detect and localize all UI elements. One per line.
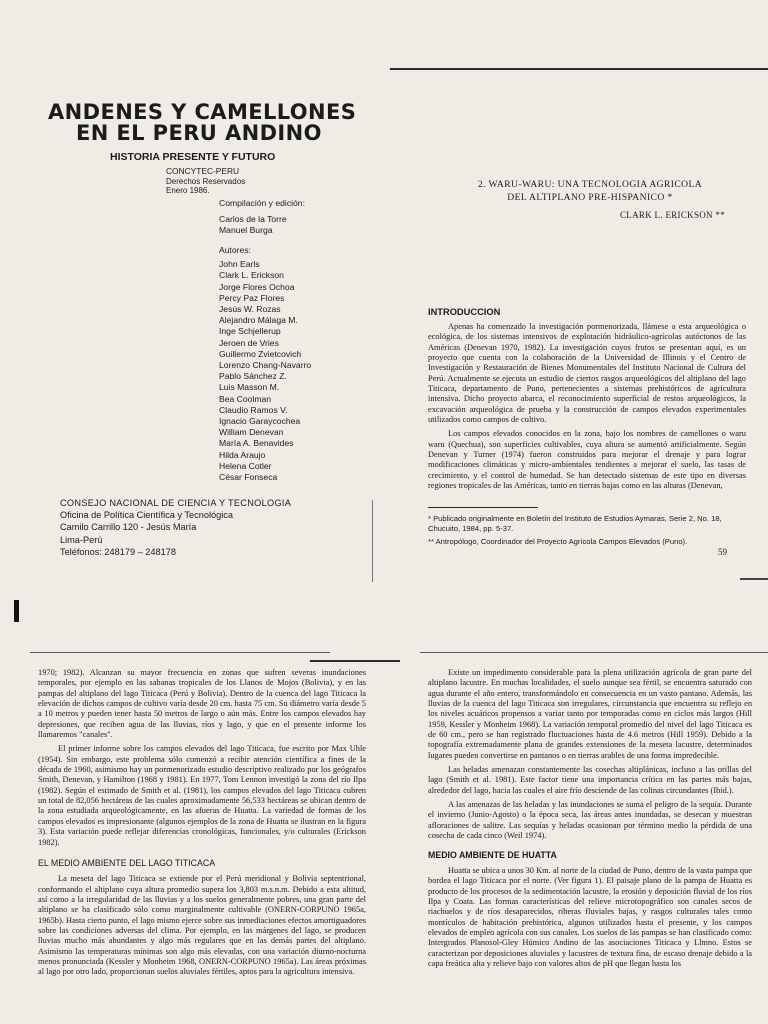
book-title-line1: ANDENES Y CAMELLONES: [48, 100, 357, 124]
paragraph: 1970; 1982). Alcanzan su mayor frecuencia en zonas que sufren severas inundaciones temporales, por ejemplo en las sabanas tropicales de los Llanos de Mojos (Bolivia), y en las pampas del altiplano del lago Titicaca (Perú y Bolivia). Dentro de la cuenca del lago Titicaca la elevación de dichos campos de cultivo varía desde 20 cm. hasta 75 cm. Su diámetro varía desde 5 a 10 metros y pueden tener hasta 50 metros de largo o aún más. Entre los campos elevados hay depresiones, que reciben agua de las lluvias, ríos y lago, y que en el presente informe los llamaremos "canales".: [38, 668, 366, 740]
editor-name: Manuel Burga: [219, 225, 273, 236]
section-heading: MEDIO AMBIENTE DE HUATTA: [428, 849, 557, 860]
book-title-line2: EN EL PERU ANDINO: [76, 121, 322, 145]
bottom-right-text: [428, 668, 752, 973]
intro-heading: INTRODUCCION: [428, 307, 501, 317]
org-city: Lima-Perú: [60, 534, 103, 545]
paragraph: Los campos elevados conocidos en la zona, bajo los nombres de camellones o waru waru (Quechua), son superficies cultivables, cuya altura se aumentó artificialmente. Según Denevan y Turner (1974) fueron construidos para mejorar el drenaje y para lograr modificaciones climáticas y micro-ambientales tendientes a mejorar el suelo, las tasas de crecimiento, y el control de humedad. Se han detectado sistemas de este tipo en diversas regiones tropicales de las Américas, tanto en tierras bajas como en las alturas (Denevan,: [428, 429, 746, 491]
editor-name: Carlos de la Torre: [219, 214, 287, 225]
author-name: Jeroen de Vries: [219, 337, 279, 348]
author-name: Inge Schjellerup: [219, 326, 281, 337]
scan-mark-right: [740, 578, 768, 580]
section-heading: EL MEDIO AMBIENTE DEL LAGO TITICACA: [38, 857, 216, 868]
bottom-left-text: [38, 668, 366, 982]
author-name: Helena Cotler: [219, 460, 272, 471]
paragraph: El primer informe sobre los campos elevados del lago Titicaca, fue escrito por Max Uhle (1954). Sin embargo, este problema sólo comenzó a recibir atención científica a fines de la década de 1960, asimismo hay un pormenorizado estudio descriptivo realizado por los geógrafos Smith, Denevan, y Hamilton (1968 y 1981). En 1977, Tom Lennon investigó la zona del río Ilpa (1982). Según el estimado de Smith et al. (1981), los campos elevados del lago Titicaca cubren un total de 82,056 hectáreas de las cuales aproximadamente 56,533 hectáreas se ubican dentro de la zona estudiada arqueológicamente, en las afueras de Huatta. La variedad de formas de los campos elevados es impresionante (algunos ejemplos de la zona de Huatta se ilustran en la figura 3). Esta variación puede reflejar diferencias cronológicas, funcionales, y/o culturales (Erickson 1982).: [38, 744, 366, 847]
author-name: Alejandro Málaga M.: [219, 315, 298, 326]
author-name: Jorge Flores Ochoa: [219, 281, 295, 292]
footnote-rule: [428, 507, 538, 508]
book-subtitle: HISTORIA PRESENTE Y FUTURO: [110, 151, 276, 163]
author-name: Hilda Araujo: [219, 449, 266, 460]
author-name: Bea Coolman: [219, 393, 272, 404]
publisher-org-block: [60, 497, 291, 558]
author-name: Pablo Sánchez Z.: [219, 371, 287, 382]
author-name: César Fonseca: [219, 472, 278, 483]
compilation-label: Compilación y edición:: [219, 198, 305, 208]
scan-rule-top-right: [390, 68, 768, 70]
paragraph: La meseta del lago Titicaca se extiende por el Perú meridional y Bolivia septentrional, conformando el altiplano cuya altura promedio supera los 3,803 m.s.n.m. Debido a esta altitud, así como a la irregularidad de las lluvias y a los suelos generalmente pobres, una gran parte del altiplano se ha clasificado sólo como marginalmente cultivable (ONERN-CORPUNO 1965a, 1965b). Hasta cierto punto, el lago mismo ejerce sobre sus inmediaciones efectos amortiguadores sobre las condiciones adversas del clima. Por ejemplo, en las márgenes del lago, se producen lluvias mucho más abundantes y algo más regulares que en las demás partes del altiplano. Asimismo las temperaturas mínimas son algo más elevadas, con una variación diurno-nocturna menos pronunciada (Kessler y Monheim 1968, ONERN-CORPUNO 1965a). Las áreas próximas al lago por otro lado, proporcionan suelos aluviales fértiles, aptos para la agricultura intensiva.: [38, 874, 366, 977]
scan-mark-left: [14, 600, 19, 622]
publication-date: Enero 1986.: [166, 186, 210, 195]
author-name: Claudio Ramos V.: [219, 404, 288, 415]
publisher: CONCYTEC-PERU: [166, 166, 240, 176]
paragraph: Huatta se ubica a unos 30 Km. al norte de la ciudad de Puno, dentro de la vasta pampa que bordea el lago Titicaca por el norte. (Ver figura 1). El paisaje plano de la pampa de Huatta es producto de los procesos de la sedimentación lacustre, la erosión y deposición fluvial de los ríos Ilpa y Coata. Las formas características del relieve microtopográfico son canales secos de riachuelos y de ríos desaparecidos, riberas fluviales bajas, y rasgos culturales tales como montículos de habitación prehistórica, algunos utilizados hasta el presente, y los campos elevados de empleo agrícola con sus canales. Los suelos de las pampas se han clasificado como: Intergrados Planosol-Gley Húmico Andino de las asociaciones Titicaca y Llmno. Estos se caracterizan por deposiciones aluviales y lacustres de textura fina, de escaso drenaje debido a la capa freática alta y relieve bajo con valores altos de pH que llegan hasta los: [428, 865, 752, 968]
author-name: Luis Masson M.: [219, 382, 280, 393]
scan-rule-bottom-right: [420, 652, 768, 653]
scan-center-rule: [310, 660, 400, 662]
paragraph: A las amenazas de las heladas y las inundaciones se suma el peligro de la sequía. Durante el invierno (Junio-Agosto) o la época seca, las áreas antes inundadas, se desecan y muestran afloraciones de salitre. Las sequías y heladas ocasionan por término medio la pérdida de una cosecha de cada cinco (Weil 1974).: [428, 800, 752, 841]
org-address: Camilo Carrillo 120 - Jesús María: [60, 522, 197, 533]
footnote: ** Antropólogo, Coordinador del Proyecto Agrícola Campos Elevados (Puno).: [428, 537, 688, 546]
chapter-title: [440, 178, 740, 204]
chapter-title-line2: DEL ALTIPLANO PRE-HISPANICO *: [507, 192, 673, 203]
author-name: William Denevan: [219, 427, 284, 438]
footnote: * Publicado originalmente en Boletín del Instituto de Estudios Aymaras, Serie 2, No. 18, Chucuito, 1984, pp. 5-37.: [428, 514, 722, 533]
paragraph: Las heladas amenazan constantemente las cosechas altiplánicas, incluso a las orillas del lago (Smith et al. 1981). Este factor tiene una importancia crítica en las partes más bajas, alrededor del lago, hacia las cuales el aire frío desciende de las colinas circundantes (Ibid.).: [428, 765, 752, 795]
authors-label: Autores:: [219, 245, 252, 255]
author-name: Ignacio Garaycochea: [219, 416, 301, 427]
author-name: Guillermo Zvietcovich: [219, 348, 302, 359]
chapter-author: CLARK L. ERICKSON **: [620, 210, 726, 220]
org-name: CONSEJO NACIONAL DE CIENCIA Y TECNOLOGIA: [60, 498, 292, 508]
scan-rule-bottom-left: [30, 652, 330, 653]
org-office: Oficina de Política Científica y Tecnológica: [60, 510, 233, 521]
author-name: Clark L. Erickson: [219, 270, 284, 281]
rights: Derechos Reservados: [166, 176, 246, 186]
authors-block: [219, 245, 311, 483]
paragraph: Existe un impedimento considerable para la plena utilización agrícola de gran parte del altiplano lacustre. En muchas localidades, el suelo aunque sea fértil, se encuentra saturado con agua durante el año entero, transformándolo en consecuencia en un vasto pantano. Además, las lluvias de la cuenca del lago Titicaca son irregulares, circunstancia que encuentra su reflejo en los niveles acuáticos propensos a variar tanto por temporadas como en ciclos más largos (Hill 1959, Kessler y Monheim 1968). La variación temporal promedio del nivel del lago Titicaca es de 60 cm., pero se han registrado fluctuaciones hasta de 4.6 metros (Hill 1959). Debido a la topografía extremadamente plana de grandes extensiones de la meseta lacustre, determinados lugares pueden convertirse en pantanos o en tierras arables de una forma impredecible.: [428, 668, 752, 760]
intro-text: [428, 322, 746, 496]
author-name: Lorenzo Chang-Navarro: [219, 360, 312, 371]
org-phones: Teléfonos: 248179 – 248178: [60, 546, 176, 557]
author-name: Jesús W. Rozas: [219, 304, 281, 315]
book-title: [48, 102, 358, 144]
publication-info: [166, 167, 245, 196]
chapter-title-line1: 2. WARU-WARU: UNA TECNOLOGIA AGRICOLA: [477, 179, 703, 190]
author-name: John Earls: [219, 259, 260, 270]
page-number: 59: [718, 547, 727, 557]
scan-center-divider: [372, 500, 373, 582]
author-name: Percy Paz Flores: [219, 292, 285, 303]
footnotes: [428, 514, 746, 547]
paragraph: Apenas ha comenzado la investigación pormenorizada, llámese a esta arqueológica o ecológica, de los sistemas intensivos de explotación hidráulico-agrícolas autóctonos de las Américas (Denevan 1970, 1982). La investigación cuyos frutos se presentan aquí, es un proyecto que cuenta con la colaboración de la Universidad de Illinois y el Centro de Investigación y Restauración de Bienes Monumentales del Instituto Nacional de Cultura del Perú. Actualmente se ejecuta un estudio de ciertos rasgos arqueológicos del altiplano del lago Titicaca, departamento de Puno, pertenecientes a sistemas prehistóricos de agricultura intensiva. Dicho proyecto abarca, el reconocimiento superficial de restos arqueológicos, la excavación arqueológica de prueba y la construcción de campos elevados experimentales utilizados como campos de cultivo.: [428, 322, 746, 425]
author-name: María A. Benavides: [219, 438, 294, 449]
editors-block: [219, 198, 305, 237]
